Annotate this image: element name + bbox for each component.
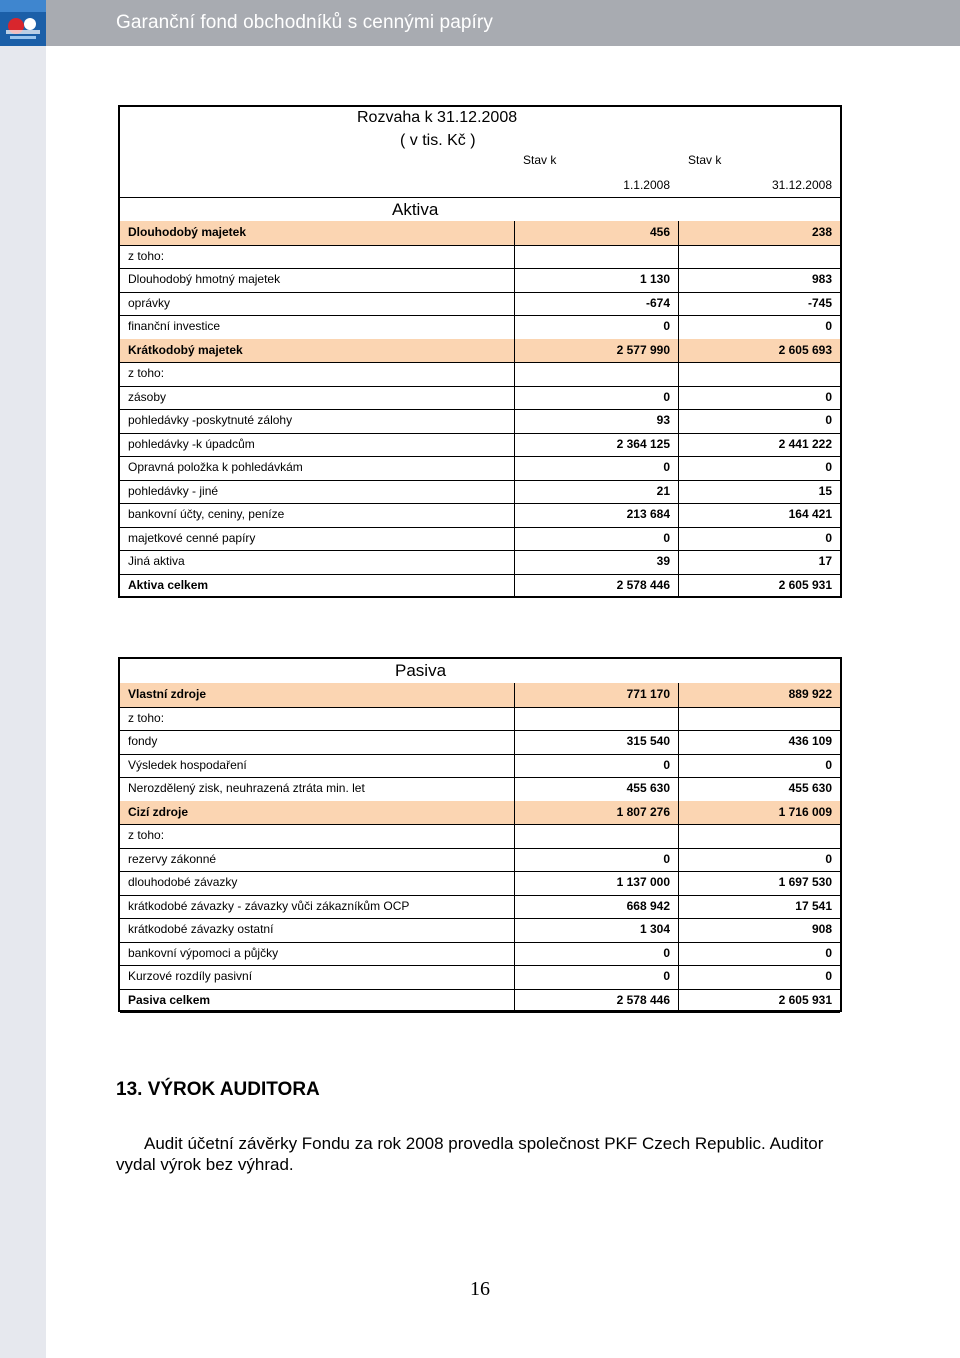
value-col2: 0 [825, 757, 832, 772]
value-col2: 2 605 931 [778, 992, 832, 1007]
row-label: Nerozdělený zisk, neuhrazená ztráta min. let [128, 781, 365, 795]
value-col2: 0 [825, 389, 832, 404]
row-label: zásoby [128, 389, 167, 404]
aktiva-title: Aktiva [392, 200, 439, 219]
table-row [120, 456, 840, 480]
row-label: pohledávky - jiné [128, 483, 219, 498]
value-col2: 908 [811, 922, 832, 936]
row-label: Cizí zdroje [128, 804, 189, 819]
left-margin-bar [0, 0, 46, 1358]
table-row [120, 942, 840, 966]
row-label: majetkové cenné papíry [128, 530, 256, 545]
table-row [120, 871, 840, 895]
value-col2: 0 [825, 319, 832, 333]
table-row [120, 362, 840, 386]
fund-logo-icon [0, 0, 46, 46]
table-row [120, 245, 840, 269]
value-col2: 15 [818, 483, 832, 498]
value-col2: 889 922 [788, 687, 832, 701]
section-heading: 13. VÝROK AUDITORA [116, 1079, 320, 1100]
table-row [120, 480, 840, 504]
row-label: finanční investice [128, 319, 221, 333]
table-row [120, 268, 840, 292]
row-label: Dlouhodobý majetek [128, 225, 247, 239]
table-row [120, 965, 840, 989]
value-col1: 0 [663, 389, 670, 404]
table-row [120, 221, 840, 245]
auditor-paragraph: Audit účetní závěrky Fondu za rok 2008 provedla společnost PKF Czech Republic. Auditor vydal výrok bez výhrad. [116, 1134, 824, 1174]
value-col2: 0 [825, 413, 832, 427]
row-label: Kurzové rozdíly pasivní [128, 969, 253, 983]
table-row [120, 777, 840, 801]
value-col1: 2 578 446 [616, 577, 670, 592]
table-row [120, 754, 840, 778]
value-col1: 1 807 276 [616, 804, 670, 819]
value-col2: 0 [825, 530, 832, 545]
row-label: pohledávky -poskytnuté zálohy [128, 413, 293, 427]
table-row [120, 315, 840, 339]
value-col1: 0 [663, 945, 670, 960]
value-col2: 17 [818, 554, 832, 568]
value-col1: 1 304 [639, 922, 670, 936]
value-col1: 455 630 [626, 781, 670, 795]
table-row [120, 527, 840, 551]
row-label: Dlouhodobý hmotný majetek [128, 272, 281, 286]
value-col1: 2 364 125 [616, 436, 670, 451]
value-col2: 436 109 [788, 734, 832, 748]
col2-label: Stav k [688, 153, 722, 167]
value-col1: 0 [663, 757, 670, 772]
table-row [120, 292, 840, 316]
value-col2: 455 630 [788, 781, 832, 795]
table-row [120, 386, 840, 410]
table-row [120, 824, 840, 848]
row-label: bankovní výpomoci a půjčky [128, 945, 279, 960]
value-col2: 983 [811, 272, 832, 286]
page-number: 16 [470, 1278, 490, 1300]
value-col1: 93 [656, 413, 670, 427]
pasiva-title: Pasiva [395, 661, 447, 680]
table-row [120, 918, 840, 942]
row-label: dlouhodobé závazky [128, 875, 238, 889]
page-header [0, 0, 960, 46]
row-label: z toho: [128, 828, 165, 842]
value-col2: 2 605 693 [778, 342, 832, 357]
col2-date: 31.12.2008 [771, 178, 832, 192]
table-title: Rozvaha k 31.12.2008 [357, 109, 518, 126]
value-col2: 0 [825, 945, 832, 960]
row-label: Jiná aktiva [128, 554, 185, 568]
value-col1: 315 540 [626, 734, 670, 748]
value-col1: 0 [663, 319, 670, 333]
row-label: rezervy zákonné [128, 851, 217, 866]
row-label: Pasiva celkem [128, 992, 211, 1007]
value-col1: 2 577 990 [616, 342, 670, 357]
value-col2: 0 [825, 851, 832, 866]
row-label: Aktiva celkem [128, 577, 209, 592]
value-col1: 668 942 [626, 898, 670, 913]
table-row [120, 730, 840, 754]
value-col2: -745 [807, 295, 832, 310]
value-col2: 238 [811, 225, 832, 239]
col1-date: 1.1.2008 [623, 178, 670, 192]
col1-label: Stav k [523, 153, 557, 167]
row-label: Opravná položka k pohledávkám [128, 460, 303, 474]
table-row [120, 550, 840, 574]
row-label: bankovní účty, ceniny, peníze [128, 507, 285, 521]
value-col1: 213 684 [626, 507, 670, 521]
value-col1: 1 130 [639, 272, 670, 286]
value-col1: 39 [656, 554, 670, 568]
table-row [120, 989, 840, 1013]
table-row [120, 707, 840, 731]
row-label: z toho: [128, 366, 165, 380]
table-unit: ( v tis. Kč ) [400, 132, 476, 149]
value-col1: 456 [649, 225, 670, 239]
value-col1: 21 [656, 483, 670, 498]
value-col1: 771 170 [626, 687, 670, 701]
value-col2: 2 441 222 [778, 436, 832, 451]
value-col2: 1 716 009 [778, 804, 832, 819]
value-col1: 0 [663, 969, 670, 983]
table-row [120, 848, 840, 872]
value-col2: 1 697 530 [778, 875, 832, 889]
value-col1: 2 578 446 [616, 992, 670, 1007]
table-row [120, 801, 840, 825]
table-row [120, 503, 840, 527]
value-col1: 1 137 000 [616, 875, 670, 889]
row-label: pohledávky -k úpadcům [128, 436, 255, 451]
table-row [120, 409, 840, 433]
value-col1: 0 [663, 851, 670, 866]
value-col1: 0 [663, 460, 670, 474]
row-label: z toho: [128, 248, 165, 263]
row-label: Výsledek hospodaření [128, 757, 247, 772]
table-row [120, 574, 840, 598]
value-col2: 17 541 [795, 898, 832, 913]
value-col1: 0 [663, 530, 670, 545]
row-label: Vlastní zdroje [128, 687, 207, 701]
table-row [120, 683, 840, 707]
row-label: krátkodobé závazky - závazky vůči zákazníkům OCP [128, 898, 410, 913]
row-label: oprávky [128, 295, 171, 310]
header-title: Garanční fond obchodníků s cennými papíry [116, 12, 493, 33]
table-row [120, 339, 840, 363]
table-row [120, 433, 840, 457]
value-col2: 164 421 [788, 507, 832, 521]
row-label: krátkodobé závazky ostatní [128, 922, 274, 936]
table-row [120, 895, 840, 919]
value-col2: 2 605 931 [778, 577, 832, 592]
value-col2: 0 [825, 460, 832, 474]
row-label: fondy [128, 734, 158, 748]
row-label: z toho: [128, 710, 165, 725]
value-col1: -674 [645, 295, 670, 310]
value-col2: 0 [825, 969, 832, 983]
row-label: Krátkodobý majetek [128, 342, 243, 357]
